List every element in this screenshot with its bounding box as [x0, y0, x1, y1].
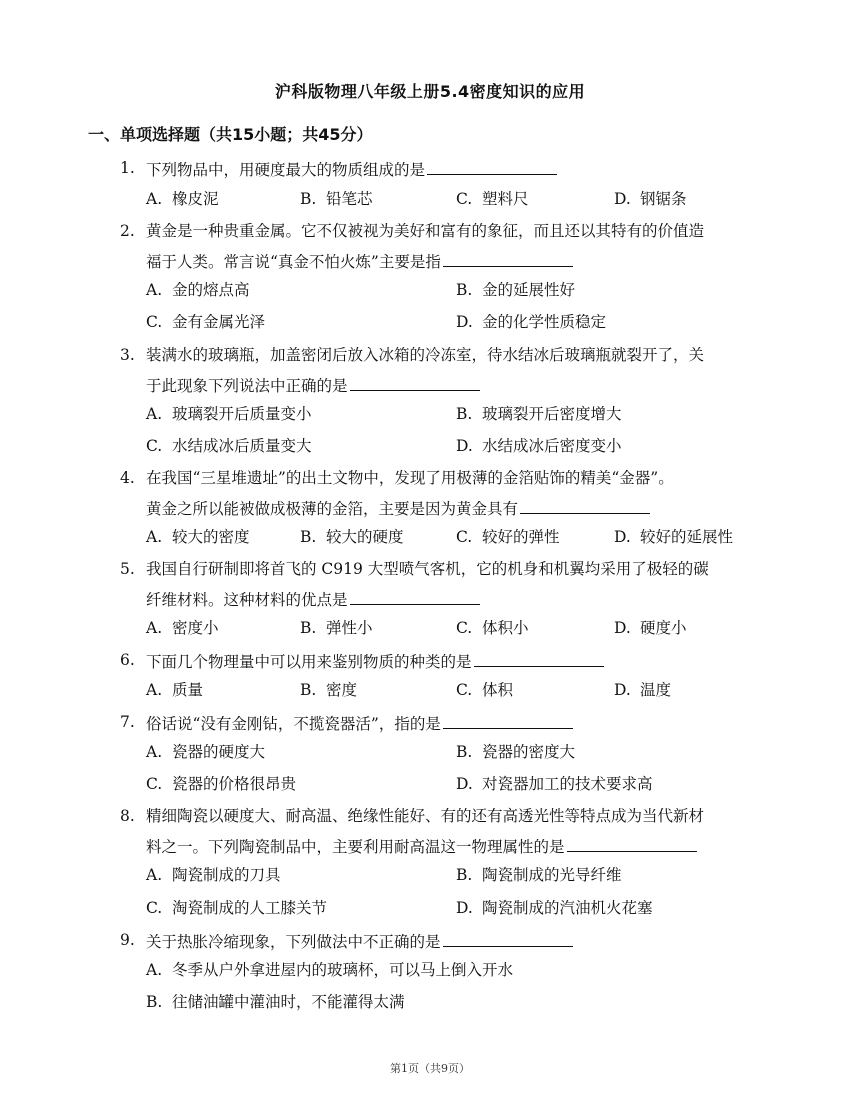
- option-a[interactable]: A. 质量: [146, 681, 204, 699]
- document-title: 沪科版物理八年级上册5.4密度知识的应用: [274, 82, 586, 101]
- option-b[interactable]: B. 陶瓷制成的光导纤维: [456, 866, 622, 884]
- option-c[interactable]: C. 淘瓷制成的人工膝关节: [146, 899, 328, 917]
- option-c[interactable]: C. 体积: [456, 681, 514, 699]
- question-text: 关于热胀冷缩现象，下列做法中不正确的是: [146, 928, 573, 954]
- option-a[interactable]: A. 密度小: [146, 619, 219, 637]
- option-d[interactable]: D. 温度: [614, 681, 672, 699]
- question-number: 6.: [120, 651, 135, 669]
- question-text: 在我国“三星堆遗址”的出土文物中，发现了用极薄的金箔贴饰的精美“金器”。: [146, 469, 674, 487]
- option-b[interactable]: B. 密度: [300, 681, 358, 699]
- option-b[interactable]: B. 玻璃裂开后密度增大: [456, 405, 622, 423]
- answer-blank[interactable]: [443, 248, 573, 267]
- question-text-cont: 料之一。下列陶瓷制品中，主要利用耐高温这一物理属性的是: [146, 833, 697, 859]
- question-text-cont: 福于人类。常言说“真金不怕火炼”主要是指: [146, 248, 573, 274]
- question-text-cont: 于此现象下列说法中正确的是: [146, 372, 480, 398]
- option-c[interactable]: C. 水结成冰后质量变大: [146, 437, 312, 455]
- answer-blank[interactable]: [567, 833, 697, 852]
- question-text-cont: 纤维材料。这种材料的优点是: [146, 586, 480, 612]
- option-a[interactable]: A. 较大的密度: [146, 528, 250, 546]
- option-a[interactable]: A. 橡皮泥: [146, 190, 219, 208]
- section-heading: 一、单项选择题（共15小题；共45分）: [88, 125, 373, 144]
- option-a[interactable]: A. 玻璃裂开后质量变小: [146, 405, 312, 423]
- option-b[interactable]: B. 瓷器的密度大: [456, 743, 576, 761]
- option-c[interactable]: C. 塑料尺: [456, 190, 529, 208]
- option-c[interactable]: C. 体积小: [456, 619, 529, 637]
- question-number: 9.: [120, 931, 135, 949]
- question-text: 精细陶瓷以硬度大、耐高温、绝缘性能好、有的还有高透光性等特点成为当代新材: [146, 807, 705, 825]
- option-d[interactable]: D. 金的化学性质稳定: [456, 313, 607, 331]
- answer-blank[interactable]: [443, 710, 573, 729]
- question-text: 俗话说“没有金刚钻，不揽瓷器活”，指的是: [146, 710, 573, 736]
- option-a[interactable]: A. 瓷器的硬度大: [146, 743, 266, 761]
- option-d[interactable]: D. 硬度小: [614, 619, 687, 637]
- option-b[interactable]: B. 弹性小: [300, 619, 373, 637]
- question-text: 下列物品中，用硬度最大的物质组成的是: [146, 156, 557, 182]
- option-b[interactable]: B. 铅笔芯: [300, 190, 373, 208]
- answer-blank[interactable]: [427, 156, 557, 175]
- answer-blank[interactable]: [520, 495, 650, 514]
- question-text-cont: 黄金之所以能被做成极薄的金箔，主要是因为黄金具有: [146, 495, 650, 521]
- question-number: 8.: [120, 807, 135, 825]
- question-number: 3.: [120, 346, 135, 364]
- option-c[interactable]: C. 瓷器的价格很昂贵: [146, 775, 297, 793]
- question-text: 下面几个物理量中可以用来鉴别物质的种类的是: [146, 648, 604, 674]
- answer-blank[interactable]: [474, 648, 604, 667]
- option-b[interactable]: B. 较大的硬度: [300, 528, 404, 546]
- question-number: 4.: [120, 469, 135, 487]
- question-number: 5.: [120, 560, 135, 578]
- answer-blank[interactable]: [350, 372, 480, 391]
- question-number: 7.: [120, 713, 135, 731]
- option-c[interactable]: C. 较好的弹性: [456, 528, 560, 546]
- option-d[interactable]: D. 水结成冰后密度变小: [456, 437, 622, 455]
- option-b[interactable]: B. 往储油罐中灌油时，不能灌得太满: [146, 993, 405, 1011]
- question-text: 黄金是一种贵重金属。它不仅被视为美好和富有的象征，而且还以其特有的价值造: [146, 222, 705, 240]
- option-d[interactable]: D. 钢锯条: [614, 190, 687, 208]
- option-d[interactable]: D. 陶瓷制成的汽油机火花塞: [456, 899, 653, 917]
- option-c[interactable]: C. 金有金属光泽: [146, 313, 266, 331]
- question-text: 我国自行研制即将首飞的 C919 大型喷气客机，它的机身和机翼均采用了极轻的碳: [146, 560, 709, 578]
- option-d[interactable]: D. 较好的延展性: [614, 528, 734, 546]
- page-footer: 第1页（共9页）: [390, 1062, 470, 1075]
- option-a[interactable]: A. 陶瓷制成的刀具: [146, 866, 281, 884]
- question-number: 1.: [120, 159, 135, 177]
- answer-blank[interactable]: [443, 928, 573, 947]
- option-d[interactable]: D. 对瓷器加工的技术要求高: [456, 775, 653, 793]
- option-a[interactable]: A. 冬季从户外拿进屋内的玻璃杯，可以马上倒入开水: [146, 961, 514, 979]
- option-b[interactable]: B. 金的延展性好: [456, 281, 576, 299]
- option-a[interactable]: A. 金的熔点高: [146, 281, 250, 299]
- question-number: 2.: [120, 222, 135, 240]
- answer-blank[interactable]: [350, 586, 480, 605]
- question-text: 装满水的玻璃瓶，加盖密闭后放入冰箱的冷冻室，待水结冰后玻璃瓶就裂开了，关: [146, 346, 705, 364]
